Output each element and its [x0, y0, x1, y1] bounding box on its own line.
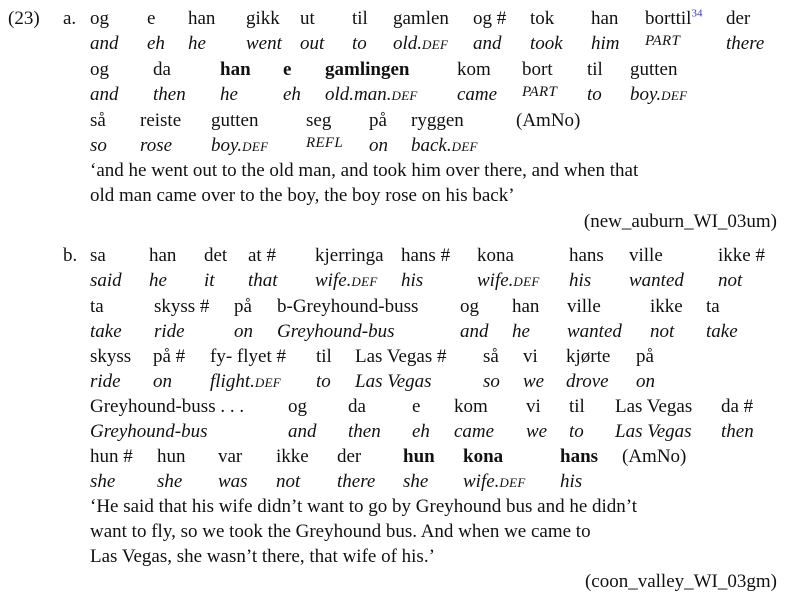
gloss-word: and — [90, 33, 119, 54]
b-gloss-line-1 — [0, 270, 785, 294]
gloss-word: his — [401, 270, 424, 291]
a-gloss-line-3 — [0, 135, 785, 159]
gloss-word: on — [153, 371, 172, 392]
word: fy- flyet # — [210, 346, 286, 367]
sub-example-label-b: b. — [63, 245, 78, 266]
gloss-tag: DEF — [242, 139, 269, 154]
word: e — [147, 8, 156, 29]
gloss-stem: old.man. — [325, 84, 392, 105]
word: ikke # — [718, 245, 765, 266]
b-translation-line-1: ‘He said that his wife didn’t want to go by Greyhound bus and he didn’t — [90, 496, 638, 517]
gloss-word — [630, 84, 687, 106]
gloss-word: wanted — [567, 321, 622, 342]
word: ikke — [276, 446, 309, 467]
gloss-word — [211, 135, 268, 157]
gloss-word: then — [153, 84, 186, 105]
word: han — [149, 245, 177, 266]
gloss-word: said — [90, 270, 122, 291]
word: kjerringa — [315, 245, 384, 266]
word: da # — [721, 396, 754, 417]
gloss-word: him — [591, 33, 620, 54]
word: til — [352, 8, 368, 29]
word: han — [512, 296, 540, 317]
example-number: (23) — [8, 8, 40, 29]
gloss-word: we — [523, 371, 545, 392]
word — [645, 8, 702, 30]
gloss-word — [463, 471, 526, 493]
a-gloss-line-2 — [0, 84, 785, 108]
word: bort — [522, 59, 553, 80]
gloss-word: and — [460, 321, 489, 342]
gloss-word: went — [246, 33, 282, 54]
word: og — [90, 59, 109, 80]
b-gloss-line-4 — [0, 421, 785, 445]
word: e — [412, 396, 421, 417]
word: og — [288, 396, 307, 417]
word: kona — [477, 245, 514, 266]
gloss-tag: DEF — [451, 139, 478, 154]
word-bold: gamlingen — [325, 59, 410, 80]
word: Las Vegas — [615, 396, 693, 417]
word: at # — [248, 245, 276, 266]
word: ikke — [650, 296, 683, 317]
gloss-word: take — [706, 321, 738, 342]
word: det — [204, 245, 228, 266]
gloss-word: out — [300, 33, 325, 54]
word: hun # — [90, 446, 133, 467]
word-bold: hans — [560, 446, 599, 467]
gloss-tag: DEF — [661, 88, 688, 103]
b-source-citation: (coon_valley_WI_03gm) — [584, 571, 777, 592]
word-bold: han — [220, 59, 251, 80]
gloss-stem: wife. — [463, 471, 500, 492]
gloss-word: so — [483, 371, 500, 392]
word: (AmNo) — [622, 446, 687, 467]
word: vi — [523, 346, 538, 367]
gloss-word: to — [352, 33, 367, 54]
gloss-stem: old. — [393, 33, 423, 54]
word: Las Vegas # — [355, 346, 447, 367]
word: så — [90, 110, 106, 131]
gloss-tag: DEF — [254, 375, 282, 390]
word: på # — [153, 346, 186, 367]
word: ta — [90, 296, 104, 317]
b-gloss-line-3 — [0, 371, 785, 395]
gloss-word: and — [288, 421, 317, 442]
word: Greyhound-buss . . . — [90, 396, 245, 417]
word: gutten — [211, 110, 259, 131]
gloss-word: wanted — [629, 270, 684, 291]
gloss-word: not — [718, 270, 743, 291]
gloss-word: she — [90, 471, 116, 492]
word: reiste — [140, 110, 182, 131]
gloss-stem: boy. — [211, 135, 243, 156]
gloss-tag: DEF — [422, 37, 449, 52]
gloss-stem: wife. — [477, 270, 514, 291]
gloss-tag: DEF — [391, 88, 418, 103]
word: og # — [473, 8, 507, 29]
gloss-stem: boy. — [630, 84, 662, 105]
b-translation-line-2: want to fly, so we took the Greyhound bus. And when we came to — [90, 521, 591, 542]
word: på — [369, 110, 387, 131]
word: der — [337, 446, 362, 467]
gloss-word: he — [220, 84, 238, 105]
word: gamlen — [393, 8, 449, 29]
gloss-word: there — [726, 33, 765, 54]
gloss-tag: PART — [522, 84, 558, 100]
a-object-line-1 — [0, 8, 785, 32]
gloss-word: on — [369, 135, 388, 156]
gloss-word: then — [348, 421, 381, 442]
gloss-word: that — [248, 270, 278, 291]
gloss-word: he — [512, 321, 530, 342]
b-object-line-1 — [0, 245, 785, 269]
word: ville — [567, 296, 601, 317]
gloss-word: his — [560, 471, 583, 492]
b-object-line-2 — [0, 296, 785, 320]
word: sa — [90, 245, 106, 266]
word: (AmNo) — [516, 110, 581, 131]
gloss-word: ride — [90, 371, 121, 392]
word: gikk — [246, 8, 280, 29]
sub-example-label-a: a. — [63, 8, 77, 29]
word: skyss — [90, 346, 132, 367]
gloss-word — [477, 270, 540, 292]
word: hans # — [401, 245, 451, 266]
gloss-tag: DEF — [499, 475, 526, 490]
word: da — [153, 59, 171, 80]
gloss-tag: PART — [645, 33, 681, 49]
gloss-word: not — [650, 321, 675, 342]
word: på — [234, 296, 252, 317]
word: kom — [457, 59, 491, 80]
word-bold: hun — [403, 446, 435, 467]
word: da — [348, 396, 366, 417]
b-gloss-line-2 — [0, 321, 785, 345]
word: kom — [454, 396, 488, 417]
gloss-word: not — [276, 471, 301, 492]
gloss-tag: REFL — [306, 135, 344, 151]
b-gloss-line-5 — [0, 471, 785, 495]
a-translation-line-1: ‘and he went out to the old man, and took him over there, and when that — [90, 160, 639, 181]
gloss-word: eh — [283, 84, 301, 105]
word: ut — [300, 8, 315, 29]
word: og — [90, 8, 109, 29]
word: hans — [569, 245, 604, 266]
gloss-word: on — [636, 371, 655, 392]
gloss-word: Las Vegas — [615, 421, 692, 442]
b-object-line-5 — [0, 446, 785, 470]
gloss-word: she — [157, 471, 183, 492]
word: til — [316, 346, 332, 367]
gloss-word: and — [90, 84, 119, 105]
word: der — [726, 8, 751, 29]
gloss-word: eh — [147, 33, 165, 54]
gloss-word: his — [569, 270, 592, 291]
word: tok — [530, 8, 555, 29]
gloss-word: to — [569, 421, 584, 442]
gloss-word: she — [403, 471, 429, 492]
gloss-word: there — [337, 471, 376, 492]
word-bold: e — [283, 59, 292, 80]
a-object-line-2 — [0, 59, 785, 83]
gloss-word: on — [234, 321, 253, 342]
word: ta — [706, 296, 720, 317]
gloss-tag: DEF — [513, 274, 540, 289]
b-object-line-4 — [0, 396, 785, 420]
gloss-word: rose — [140, 135, 173, 156]
word: b-Greyhound-buss — [277, 296, 419, 317]
word: på — [636, 346, 654, 367]
word: til — [569, 396, 585, 417]
gloss-stem: flight. — [210, 371, 255, 392]
word: ville — [629, 245, 663, 266]
footnote-marker[interactable]: 34 — [691, 7, 703, 20]
word-text: borttil — [645, 8, 692, 29]
word: ryggen — [411, 110, 464, 131]
gloss-word: to — [587, 84, 602, 105]
gloss-word: he — [149, 270, 167, 291]
a-gloss-line-1 — [0, 33, 785, 57]
word: gutten — [630, 59, 678, 80]
word: seg — [306, 110, 332, 131]
b-object-line-3 — [0, 346, 785, 370]
a-source-citation: (new_auburn_WI_03um) — [583, 211, 777, 232]
gloss-word: so — [90, 135, 107, 156]
gloss-word: Las Vegas — [355, 371, 432, 392]
gloss-word — [210, 371, 281, 393]
gloss-word — [315, 270, 378, 292]
gloss-word — [325, 84, 418, 106]
gloss-word: it — [204, 270, 215, 291]
gloss-word: was — [218, 471, 248, 492]
gloss-tag: DEF — [351, 274, 378, 289]
a-translation-line-2: old man came over to the boy, the boy rose on his back’ — [90, 185, 515, 206]
word: så — [483, 346, 499, 367]
gloss-word: take — [90, 321, 122, 342]
gloss-word: then — [721, 421, 754, 442]
gloss-stem: back. — [411, 135, 452, 156]
gloss-word: drove — [566, 371, 609, 392]
gloss-word: Greyhound-bus — [277, 321, 395, 342]
gloss-word: took — [530, 33, 563, 54]
gloss-word: ride — [154, 321, 185, 342]
gloss-word: eh — [412, 421, 430, 442]
b-translation-line-3: Las Vegas, she wasn’t there, that wife of his.’ — [90, 546, 435, 567]
gloss-word: Greyhound-bus — [90, 421, 208, 442]
gloss-word — [411, 135, 478, 157]
gloss-word: to — [316, 371, 331, 392]
word: var — [218, 446, 243, 467]
word: og — [460, 296, 479, 317]
word: skyss # — [154, 296, 210, 317]
word: til — [587, 59, 603, 80]
gloss-word: and — [473, 33, 502, 54]
gloss-word: came — [454, 421, 495, 442]
gloss-word: we — [526, 421, 548, 442]
word: han — [591, 8, 619, 29]
gloss-word: came — [457, 84, 498, 105]
word: vi — [526, 396, 541, 417]
gloss-stem: wife. — [315, 270, 352, 291]
word: han — [188, 8, 216, 29]
gloss-word: he — [188, 33, 206, 54]
gloss-word — [393, 33, 448, 55]
a-object-line-3 — [0, 110, 785, 134]
word-bold: kona — [463, 446, 504, 467]
word: hun — [157, 446, 186, 467]
word: kjørte — [566, 346, 611, 367]
